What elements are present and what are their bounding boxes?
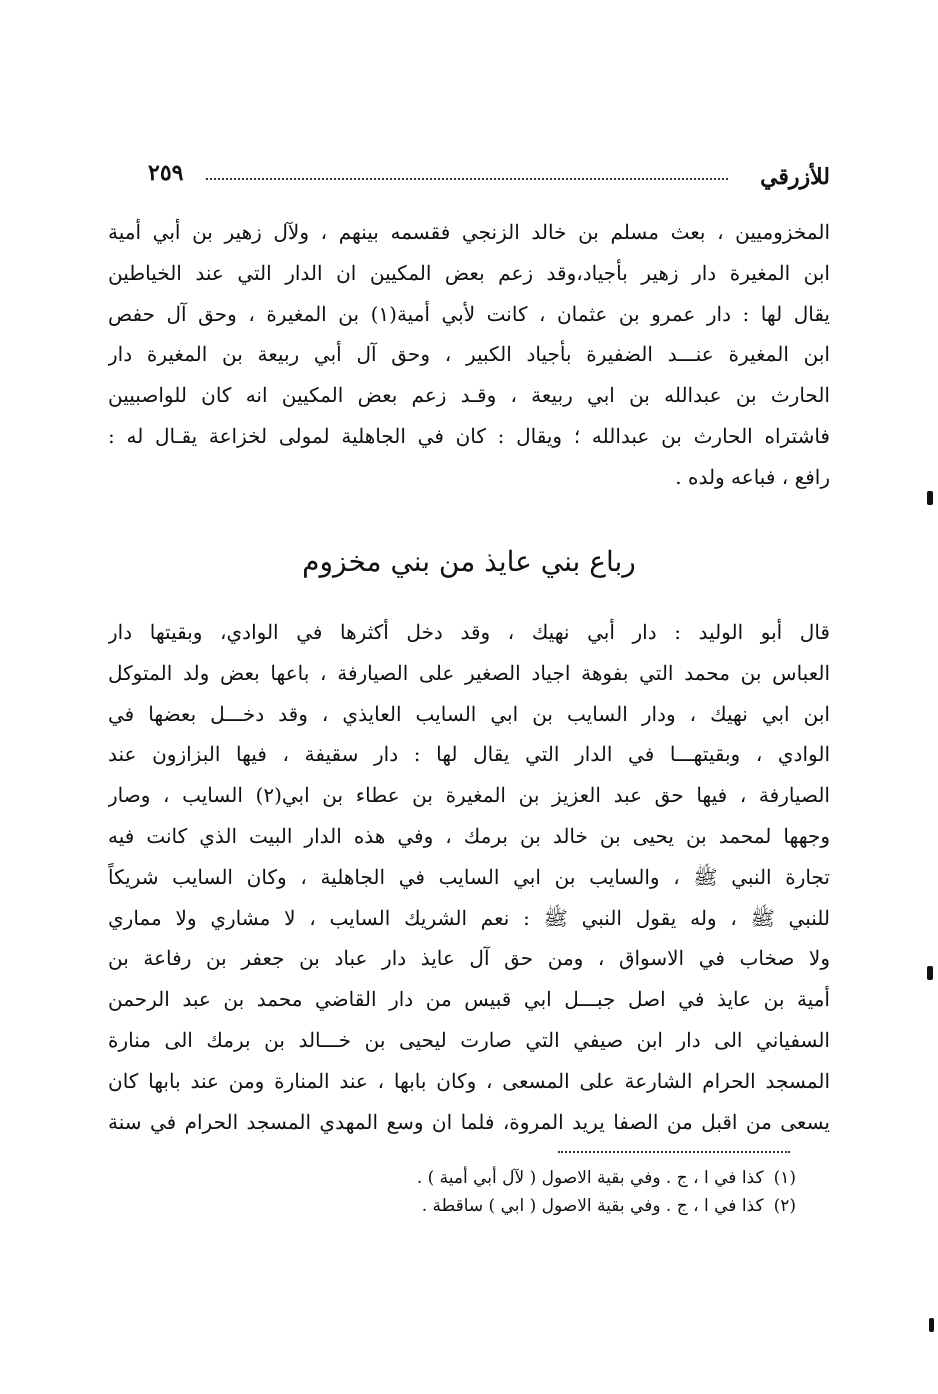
paragraph-2 — [108, 612, 830, 1142]
text-line: وجهها لمحمد بن يحيى بن خالد بن برمك ، وفي هذه الدار البيت الذي كانت فيه — [108, 823, 830, 848]
text-line: رافع ، فباعه ولده . — [675, 464, 830, 489]
text-line: ابن المغيرة دار زهير بأجياد،وقد زعم بعض المكيين ان الدار التي عند الخياطين — [108, 260, 830, 285]
margin-ink-mark — [927, 491, 933, 505]
footnote-1 — [300, 1164, 796, 1192]
text-line: العباس بن محمد التي بفوهة اجياد الصغير على الصيارفة ، باعها بعض ولد المتوكل — [108, 660, 830, 685]
text-line: الوادي ، وبقيتهـــا في الدار التي يقال لها : دار سقيفة ، فيها البزازون عند — [108, 742, 830, 767]
section-title: رباع بني عايذ من بني مخزوم — [302, 545, 636, 578]
text-line: فاشتراه الحارث بن عبدالله ؛ ويقال : كان في الجاهلية لمولى لخزاعة يقـال له : — [108, 423, 830, 448]
text-line: تجارة النبي ﷺ ، والسايب بن ابي السايب في الجاهلية ، وكان السايب شريكاً — [108, 864, 830, 889]
text-line: يقال لها : دار عمرو بن عثمان ، كانت لأبي أمية(١) بن المغيرة ، وحق آل حفص — [108, 301, 830, 326]
margin-ink-mark — [927, 966, 933, 980]
footnote-number: (١) — [773, 1168, 796, 1188]
text-line: ولا صخاب في الاسواق ، ومن حق آل عايذ دار عباد بن جعفر بن رفاعة بن — [108, 946, 830, 971]
paragraph-1 — [108, 212, 830, 498]
footnote-text: كذا في ا ، ج . وفي بقية الاصول ( لآل أبي أمية ) . — [416, 1168, 764, 1188]
footnote-2 — [300, 1192, 796, 1220]
footnotes — [300, 1164, 796, 1220]
page-header — [148, 160, 830, 194]
text-line: ابن ابي نهيك ، ودار السايب بن ابي السايب العايذي ، وقد دخـــل بعضها في — [108, 701, 830, 726]
text-line: يسعى من اقبل من الصفا يريد المروة، فلما ان وسع المهدي المسجد الحرام في سنة — [108, 1109, 830, 1134]
text-line: ابن المغيرة عنـــد الضفيرة بأجياد الكبير ، وحق آل أبي ربيعة بن المغيرة دار — [108, 342, 830, 367]
text-line: أمية بن عايذ في اصل جبـــل ابي قبيس من دار القاضي محمد بن عبد الرحمن — [108, 987, 830, 1012]
text-line: السفياني الى دار ابن صيفي التي صارت ليحيى بن خـــالد بن برمك الى منارة — [108, 1027, 830, 1052]
running-title: للأزرقي — [760, 164, 830, 190]
text-line: الحارث بن عبدالله بن ابي ربيعة ، وقـد زعم بعض المكيين انه كان للواصبيين — [108, 383, 830, 408]
text-line: للنبي ﷺ ، وله يقول النبي ﷺ : نعم الشريك السايب ، لا مشاري ولا مماري — [108, 905, 830, 930]
text-line: قال أبو الوليد : دار أبي نهيك ، وقد دخل أكثرها في الوادي، وبقيتها دار — [108, 620, 830, 644]
margin-ink-mark — [929, 1318, 934, 1332]
text-line: الصيارفة ، فيها حق عبد العزيز بن المغيرة بن عطاء بن ابي(٢) السايب ، وصار — [108, 783, 830, 808]
footnote-number: (٢) — [773, 1196, 796, 1216]
text-line: المسجد الحرام الشارعة على المسعى ، وكان بابها ، عند المنارة ومن عند بابها كان — [108, 1068, 830, 1093]
header-dotted-rule — [206, 178, 728, 180]
footnote-separator — [558, 1151, 790, 1153]
text-line: المخزوميين ، بعث مسلم بن خالد الزنجي فقسمه بينهم ، ولآل زهير بن أبي أمية — [108, 220, 830, 244]
page-number: ٢٥٩ — [148, 160, 184, 186]
footnote-text: كذا في ا ، ج . وفي بقية الاصول ( ابي ) ساقطة . — [421, 1196, 764, 1216]
